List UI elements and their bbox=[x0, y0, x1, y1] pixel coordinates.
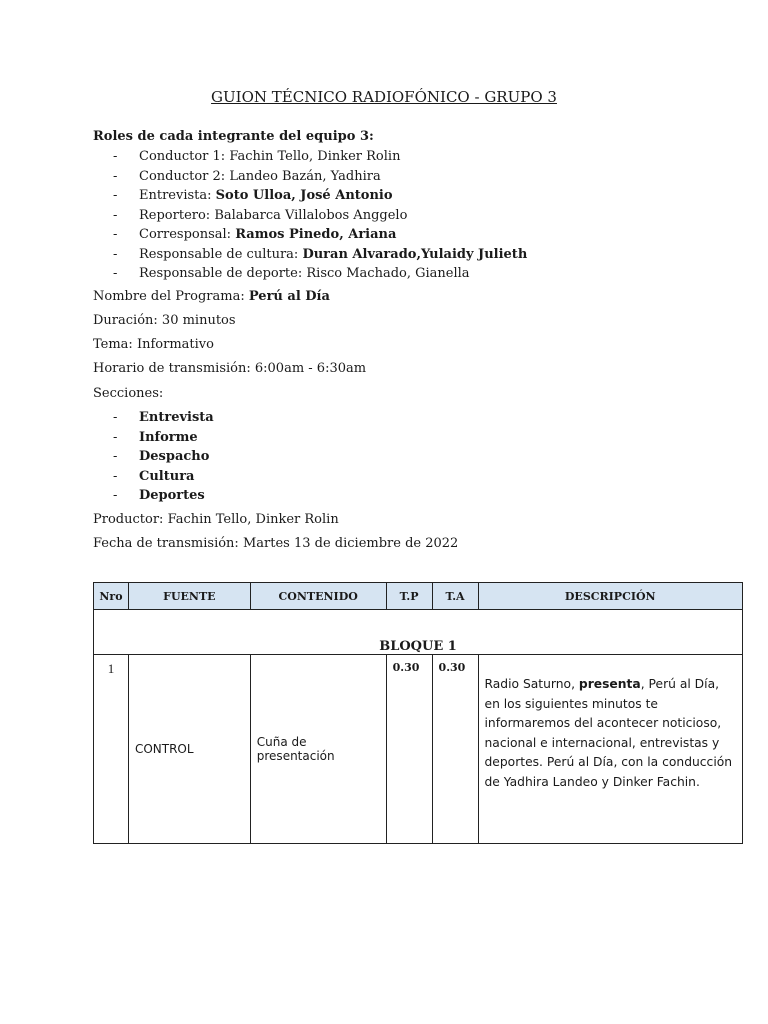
cell-nro: 1 bbox=[94, 655, 129, 844]
role-item: - Reportero: Balabarca Villalobos Anggelo bbox=[113, 207, 408, 223]
role-item: - Responsable de deporte: Risco Machado, Gianella bbox=[113, 266, 470, 281]
horario-field: Horario de transmisión: 6:00am - 6:30am bbox=[93, 361, 367, 376]
header-nro: Nro bbox=[94, 583, 129, 610]
header-descripcion: DESCRIPCIÓN bbox=[478, 583, 743, 610]
header-ta: T.A bbox=[432, 583, 478, 610]
cell-contenido: Cuña de presentación bbox=[250, 655, 386, 844]
seccion-item: - Despacho bbox=[113, 449, 210, 464]
cell-tp: 0.30 bbox=[386, 655, 432, 844]
roles-heading: Roles de cada integrante del equipo 3: bbox=[93, 129, 374, 144]
seccion-item: - Deportes bbox=[113, 488, 205, 503]
fecha-field: Fecha de transmisión: Martes 13 de diciembre de 2022 bbox=[93, 536, 459, 551]
document-title: GUION TÉCNICO RADIOFÓNICO - GRUPO 3 bbox=[211, 88, 557, 106]
role-item: - Conductor 2: Landeo Bazán, Yadhira bbox=[113, 168, 381, 184]
secciones-label: Secciones: bbox=[93, 386, 164, 401]
cell-ta: 0.30 bbox=[432, 655, 478, 844]
guion-table bbox=[93, 582, 743, 844]
header-fuente: FUENTE bbox=[128, 583, 250, 610]
seccion-item: - Entrevista bbox=[113, 410, 214, 425]
cell-fuente: CONTROL bbox=[128, 655, 250, 844]
role-item: - Responsable de cultura: Duran Alvarado,Yulaidy Julieth bbox=[113, 246, 528, 262]
role-item: - Conductor 1: Fachin Tello, Dinker Rolin bbox=[113, 149, 401, 164]
roles-list bbox=[113, 147, 527, 284]
header-contenido: CONTENIDO bbox=[250, 583, 386, 610]
bloque-label: BLOQUE 1 bbox=[94, 610, 743, 655]
productor-field: Productor: Fachin Tello, Dinker Rolin bbox=[93, 512, 339, 527]
role-item: - Entrevista: Soto Ulloa, José Antonio bbox=[113, 188, 393, 203]
tema-field: Tema: Informativo bbox=[93, 337, 214, 352]
table-row bbox=[94, 655, 743, 844]
cell-descripcion: Radio Saturno, presenta, Perú al Día, en los siguientes minutos te informaremos del acontecer noticioso, nacional e internacional, entrevistas y deportes. Perú al Día, con la conducción de Yadhira Landeo y Dinker Fachin. bbox=[478, 655, 743, 844]
seccion-item: - Informe bbox=[113, 429, 198, 445]
secciones-list bbox=[113, 408, 214, 506]
programa-field: Nombre del Programa: Perú al Día bbox=[93, 289, 330, 304]
duracion-field: Duración: 30 minutos bbox=[93, 313, 236, 328]
role-item: - Corresponsal: Ramos Pinedo, Ariana bbox=[113, 227, 397, 242]
header-tp: T.P bbox=[386, 583, 432, 610]
table-header-row bbox=[94, 583, 743, 610]
bloque-row bbox=[94, 610, 743, 655]
seccion-item: - Cultura bbox=[113, 468, 195, 484]
